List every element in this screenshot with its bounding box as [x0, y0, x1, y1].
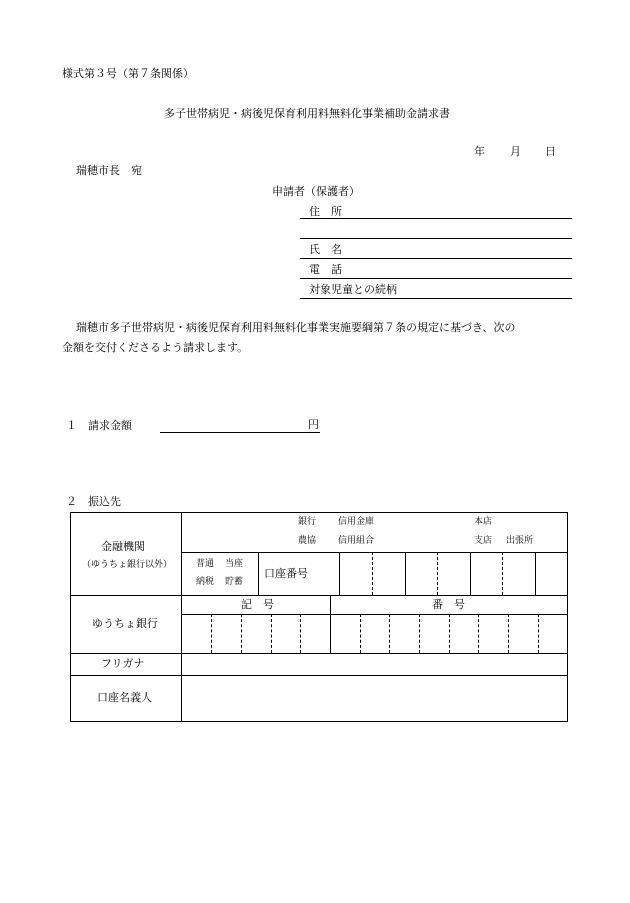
phone-label: 電 話: [309, 263, 342, 276]
digit-divider: [470, 552, 471, 595]
address-line-1: [300, 218, 572, 219]
table-column-line: [330, 595, 331, 653]
digit-divider: [508, 614, 509, 653]
relation-label: 対象児童との続柄: [309, 283, 397, 296]
nokyo-label: 農協: [298, 536, 317, 546]
digit-divider: [300, 614, 301, 653]
phone-line: [300, 278, 572, 279]
digit-divider: [478, 614, 479, 653]
claim-number: １: [66, 419, 77, 432]
yucho-label: ゆうちょ銀行: [92, 617, 158, 630]
form-number: 様式第３号（第７条関係）: [62, 67, 194, 80]
kumiai-label: 信用組合: [338, 536, 375, 546]
applicant-heading: 申請者（保護者）: [272, 185, 360, 198]
digit-divider: [241, 614, 242, 653]
digit-divider: [211, 614, 212, 653]
transfer-number: ２: [66, 495, 77, 508]
claim-unit: 円: [308, 418, 319, 431]
symbol-label: 記 号: [241, 598, 274, 611]
digit-divider: [360, 614, 361, 653]
branch-label: 支店: [474, 536, 493, 546]
table-row-line: [70, 653, 568, 654]
claim-label: 請求金額: [88, 419, 132, 432]
furigana-label: フリガナ: [101, 657, 145, 670]
head-office-label: 本店: [474, 517, 493, 527]
account-number-label: 口座番号: [264, 567, 308, 580]
body-text-line-2: 金額を交付くださるよう請求します。: [62, 341, 249, 354]
bank-label: 銀行: [298, 517, 317, 527]
digit-divider: [538, 614, 539, 653]
address-line-2: [300, 238, 572, 239]
sub-branch-label: 出張所: [506, 536, 534, 546]
address-label: 住 所: [309, 205, 342, 218]
document-title: 多子世帯病児・病後児保育利用料無料化事業補助金請求書: [164, 107, 450, 120]
claim-amount-line: [160, 432, 320, 433]
date-day-label: 日: [545, 145, 556, 158]
digit-divider: [535, 552, 536, 595]
number-label: 番 号: [432, 598, 465, 611]
savings-label: 貯蓄: [225, 577, 244, 587]
table-column-line: [339, 552, 340, 595]
table-row-line: [70, 595, 568, 596]
table-column-line: [258, 552, 259, 595]
digit-divider: [372, 552, 373, 595]
digit-divider: [419, 614, 420, 653]
table-row-line: [181, 552, 568, 553]
tax-label: 納税: [196, 577, 215, 587]
digit-divider: [405, 552, 406, 595]
current-label: 当座: [225, 559, 244, 569]
transfer-label: 振込先: [88, 495, 121, 508]
shinkin-label: 信用金庫: [338, 517, 375, 527]
digit-divider: [389, 614, 390, 653]
name-line: [300, 258, 572, 259]
table-row-line: [181, 614, 568, 615]
digit-divider: [271, 614, 272, 653]
date-year-label: 年: [474, 145, 485, 158]
table-column-line: [181, 512, 182, 722]
body-text-line-1: 瑞穂市多子世帯病児・病後児保育利用料無料化事業実施要綱第７条の規定に基づき、次の: [76, 321, 516, 334]
digit-divider: [449, 614, 450, 653]
financial-institution-note: （ゆうちょ銀行以外）: [82, 560, 173, 570]
table-row-line: [70, 675, 568, 676]
name-label: 氏 名: [309, 243, 342, 256]
digit-divider: [437, 552, 438, 595]
date-month-label: 月: [510, 145, 521, 158]
relation-line: [300, 298, 572, 299]
financial-institution-label: 金融機関: [101, 540, 145, 553]
account-holder-label: 口座名義人: [97, 691, 152, 704]
digit-divider: [502, 552, 503, 595]
addressee: 瑞穂市長 宛: [76, 164, 142, 177]
ordinary-label: 普通: [196, 559, 215, 569]
